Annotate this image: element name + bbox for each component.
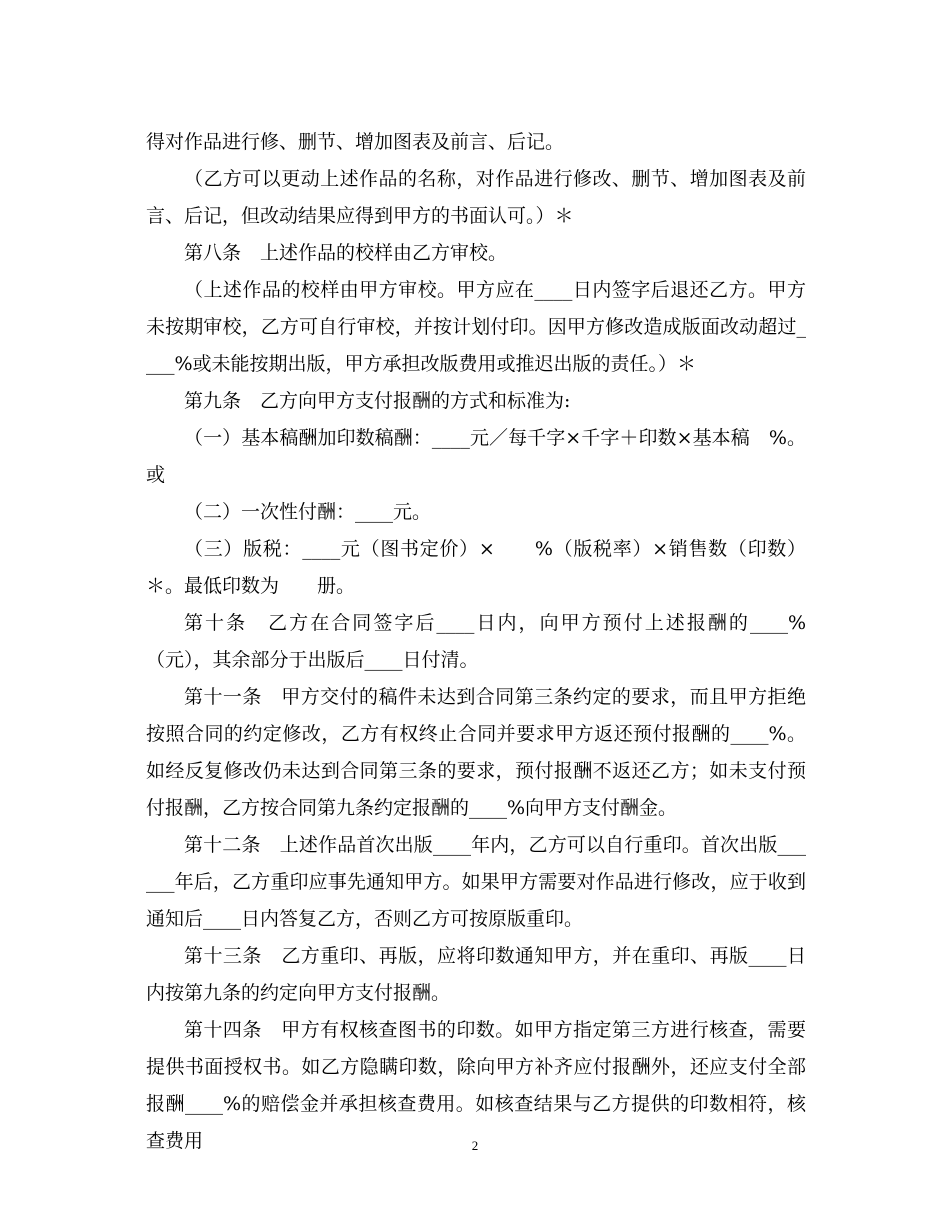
- document-body: [146, 124, 806, 1160]
- article-8-heading: 第八条 上述作品的校样由乙方审校。: [184, 242, 508, 264]
- article-10: 第十条 乙方在合同签字后____日内，向甲方预付上述报酬的____%（元），其余部分于出版后____日付清。: [146, 612, 806, 671]
- payment-option-1: （一）基本稿酬加印数稿酬：____元／每千字×千字＋印数×基本稿 %。或: [146, 427, 806, 486]
- article-11: 第十一条 甲方交付的稿件未达到合同第三条约定的要求，而且甲方拒绝按照合同的约定修改，乙方有权终止合同并要求甲方返还预付报酬的____%。如经反复修改仍未达到合同第三条的要求，预付报酬不返还乙方；如未支付预付报酬，乙方按合同第九条约定报酬的____%向甲方支付酬金。: [146, 686, 806, 819]
- article-13: 第十三条 乙方重印、再版，应将印数通知甲方，并在重印、再版____日内按第九条的约定向甲方支付报酬。: [146, 945, 806, 1004]
- paragraph: （乙方可以更动上述作品的名称，对作品进行修改、删节、增加图表及前言、后记，但改动结果应得到甲方的书面认可。）＊: [146, 168, 806, 227]
- page-number: 2: [471, 1138, 479, 1153]
- payment-option-3: （三）版税：____元（图书定价）× %（版税率）×销售数（印数）＊。最低印数为 册。: [146, 538, 806, 597]
- article-14: 第十四条 甲方有权核查图书的印数。如甲方指定第三方进行核查，需要提供书面授权书。如乙方隐瞒印数，除向甲方补齐应付报酬外，还应支付全部报酬____%的赔偿金并承担核查费用。如核查结果与乙方提供的印数相符，核查费用: [146, 1019, 806, 1152]
- paragraph: （上述作品的校样由甲方审校。甲方应在____日内签字后退还乙方。甲方未按期审校，乙方可自行审校，并按计划付印。因甲方修改造成版面改动超过____%或未能按期出版，甲方承担改版费用或推迟出版的责任。）＊: [146, 279, 806, 375]
- article-9-heading: 第九条 乙方向甲方支付报酬的方式和标准为:: [184, 390, 571, 412]
- article-12: 第十二条 上述作品首次出版____年内，乙方可以自行重印。首次出版______年后，乙方重印应事先通知甲方。如果甲方需要对作品进行修改，应于收到通知后____日内答复乙方，否则乙方可按原版重印。: [146, 834, 806, 930]
- payment-option-2: （二）一次性付酬：____元。: [184, 501, 432, 523]
- paragraph: 得对作品进行修、删节、增加图表及前言、后记。: [146, 131, 565, 153]
